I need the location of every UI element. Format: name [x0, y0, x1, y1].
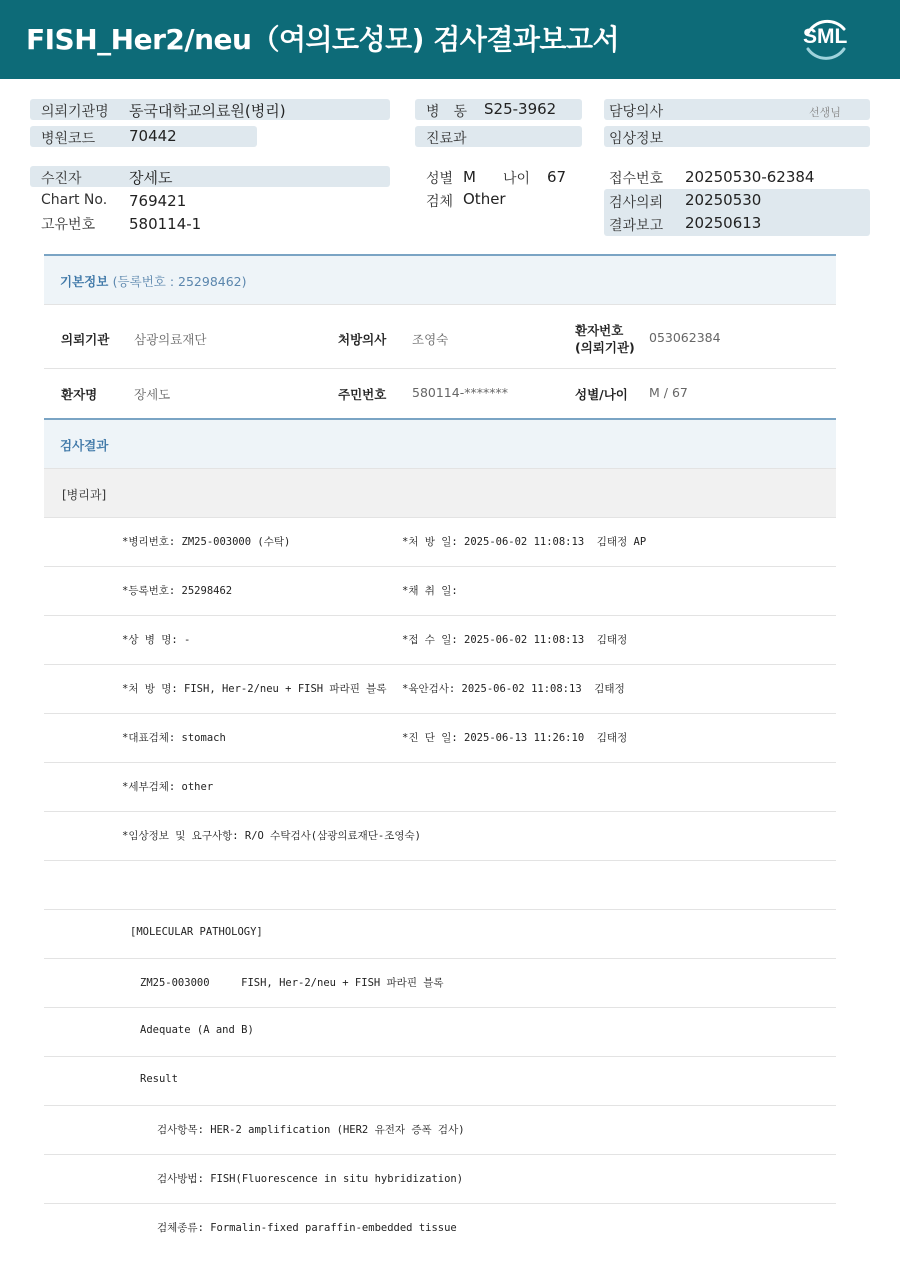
detail-row — [44, 909, 836, 958]
sex-value: M — [463, 168, 476, 186]
category-label: [병리과] — [62, 488, 107, 502]
detail-text: 검체종류: Formalin-fixed paraffin-embedded tissue — [157, 1222, 457, 1234]
result-cell-right: *채 취 일: — [402, 585, 458, 597]
detail-row — [44, 1105, 836, 1154]
sex-label: 성별 — [426, 171, 454, 187]
result-cell-right: *육안검사: 2025-06-02 11:08:13 김태정 — [402, 683, 625, 695]
institution-key: 의뢰기관 — [61, 332, 110, 347]
prescriber-val: 조영숙 — [412, 332, 449, 347]
institution-val: 삼광의료재단 — [134, 332, 207, 347]
request-date-label: 검사의뢰 — [609, 195, 664, 211]
hospital-code-label: 병원코드 — [41, 131, 96, 147]
rrn-key: 주민번호 — [338, 387, 387, 402]
detail-text: ZM25-003000 FISH, Her-2/neu + FISH 파라핀 블록 — [140, 977, 444, 989]
chart-value: 769421 — [129, 192, 187, 210]
ward-value: S25-3962 — [484, 100, 557, 118]
report-body — [44, 254, 836, 1271]
detail-row — [44, 1203, 836, 1252]
patient-no-key-sub: (의뢰기관) — [575, 340, 635, 355]
results-title: 검사결과 — [60, 438, 109, 453]
result-row — [44, 762, 836, 811]
detail-text: Result — [140, 1073, 178, 1085]
chart-label: Chart No. — [41, 192, 108, 208]
ward-label: 병 동 — [426, 104, 468, 120]
age-value: 67 — [547, 168, 567, 186]
registration-number: (등록번호 : 25298462) — [112, 274, 247, 289]
sex-age-key: 성별/나이 — [575, 387, 628, 402]
patient-no-key: 환자번호 — [575, 323, 624, 338]
doctor-suffix: 선생님 — [809, 106, 841, 119]
basic-info-title: 기본정보 — [60, 274, 109, 289]
detail-rows — [44, 909, 836, 1252]
result-cell-left: *상 병 명: - — [122, 634, 191, 646]
result-row — [44, 664, 836, 713]
unique-label: 고유번호 — [41, 217, 96, 233]
specimen-value: Other — [463, 190, 506, 208]
report-title: FISH_Her2/neu（여의도성모) 검사결과보고서 — [26, 23, 620, 56]
result-cell-right: *처 방 일: 2025-06-02 11:08:13 김태정 AP — [402, 536, 647, 548]
result-cell-right: *진 단 일: 2025-06-13 11:26:10 김태정 — [402, 732, 628, 744]
specimen-label: 검체 — [426, 194, 454, 210]
sex-age-val: M / 67 — [649, 385, 688, 400]
result-row — [44, 713, 836, 762]
result-cell-left: *병리번호: ZM25-003000 (수탁) — [122, 536, 291, 548]
detail-text: Adequate (A and B) — [140, 1024, 254, 1036]
result-cell-left: *대표검체: stomach — [122, 732, 226, 744]
rrn-val: 580114-******* — [412, 385, 508, 400]
detail-row — [44, 958, 836, 1007]
detail-row — [44, 1056, 836, 1105]
result-row — [44, 566, 836, 615]
patient-label: 수진자 — [41, 171, 82, 187]
report-header — [0, 0, 900, 79]
name-val: 장세도 — [134, 387, 171, 402]
result-cell-right: *접 수 일: 2025-06-02 11:08:13 김태정 — [402, 634, 628, 646]
detail-row — [44, 1007, 836, 1056]
department-label: 진료과 — [426, 131, 467, 147]
category-row — [44, 468, 836, 517]
doctor-label: 담당의사 — [609, 104, 664, 120]
result-row — [44, 860, 836, 909]
age-label: 나이 — [503, 171, 531, 187]
result-cell-left: *처 방 명: FISH, Her-2/neu + FISH 파라핀 블록 — [122, 683, 387, 695]
clinical-info-label: 임상정보 — [609, 131, 664, 147]
detail-text: [MOLECULAR PATHOLOGY] — [130, 926, 263, 938]
unique-value: 580114-1 — [129, 215, 202, 233]
sml-logo-text: SML — [803, 25, 848, 48]
basic-info-heading — [44, 254, 836, 304]
result-rows — [44, 517, 836, 909]
result-row — [44, 811, 836, 860]
hospital-code-value: 70442 — [129, 127, 177, 145]
report-date-value: 20250613 — [685, 214, 762, 232]
report-date-label: 결과보고 — [609, 218, 664, 234]
patient-pill — [30, 166, 390, 187]
reception-label: 접수번호 — [609, 171, 664, 187]
detail-row — [44, 1154, 836, 1203]
request-date-value: 20250530 — [685, 191, 762, 209]
detail-text: 검사방법: FISH(Fluorescence in situ hybridization) — [157, 1173, 464, 1185]
patient-no-val: 053062384 — [649, 330, 721, 345]
basic-info-row — [44, 304, 836, 368]
name-key: 환자명 — [61, 387, 98, 402]
institution-label: 의뢰기관명 — [41, 104, 109, 120]
result-cell-left: *등록번호: 25298462 — [122, 585, 233, 597]
reception-value: 20250530-62384 — [685, 168, 815, 186]
result-cell-left: *임상정보 및 요구사항: R/O 수탁검사(삼광의료재단-조영숙) — [122, 830, 422, 842]
basic-info-row — [44, 368, 836, 418]
result-row — [44, 517, 836, 566]
result-row — [44, 615, 836, 664]
prescriber-key: 처방의사 — [338, 332, 387, 347]
result-cell-left: *세부검체: other — [122, 781, 214, 793]
detail-text: 검사항목: HER-2 amplification (HER2 유전자 증폭 검사) — [157, 1124, 465, 1136]
results-heading — [44, 418, 836, 468]
institution-value: 동국대학교의료원(병리) — [129, 102, 286, 120]
patient-value: 장세도 — [129, 169, 173, 187]
